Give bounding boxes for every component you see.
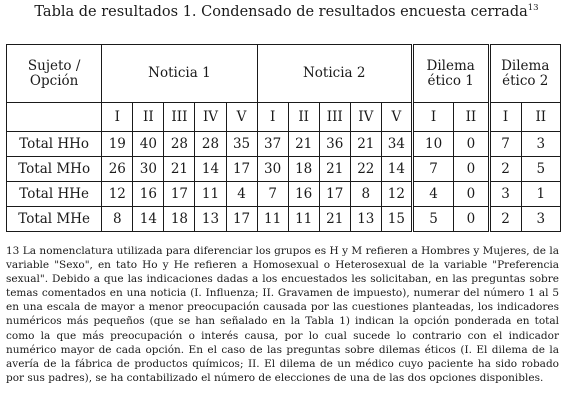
table-cell: 13 (195, 207, 226, 232)
table-cell: 21 (319, 207, 350, 232)
option-number: I (412, 103, 453, 132)
table-cell: 18 (288, 157, 319, 182)
option-number: IV (350, 103, 381, 132)
row-label: Total HHe (7, 182, 102, 207)
table-row (7, 207, 561, 232)
subject-header (7, 45, 102, 103)
group-header-dilema-2 (489, 45, 561, 103)
footnote: 13 La nomenclatura utilizada para diferenciar los grupos es H y M refieren a Hombres y Mujeres, de la variable "Sexo", en tato Ho y He refieren a Homosexual o Heterosexual de la variable "Preferencia sexual". Debido a que las indicaciones dadas a los encuestados les solicitaban, en las preguntas sobre temas comentados en una noticia (I. Influenza; II. Gravamen de impuesto), numerar del número 1 al 5 en una escala de mayor a menor preocupación causada por las cuestiones planteadas, los indicadores numéricos más pequeños (que se han señalado en la Tabla 1) indican la opción ponderada en total como la que más preocupación o interés causa, por lo cual sucede lo contrario con el indicador numérico mayor de cada opción. En el caso de las preguntas sobre dilemas éticos (I. El dilema de la avería de la fábrica de productos químicos; II. El dilema de un médico cuyo paciente ha sido robado por sus padres), se ha contabilizado el número de elecciones de una de las dos opciones disponibles. (6, 245, 559, 384)
table-cell: 5 (412, 207, 453, 232)
table-cell: 5 (521, 157, 560, 182)
table-cell: 0 (454, 132, 489, 157)
option-number: II (133, 103, 164, 132)
option-number: I (102, 103, 133, 132)
option-number: III (319, 103, 350, 132)
table-cell: 16 (288, 182, 319, 207)
table-cell: 17 (164, 182, 195, 207)
table-cell: 22 (350, 157, 381, 182)
table-cell: 37 (257, 132, 288, 157)
footnote-ref: 13 (527, 3, 539, 13)
table-cell: 10 (412, 132, 453, 157)
option-number: II (454, 103, 489, 132)
results-table (6, 44, 561, 232)
table-cell: 30 (133, 157, 164, 182)
table-cell: 16 (133, 182, 164, 207)
table-cell: 0 (454, 182, 489, 207)
group-header-dilema-1 (412, 45, 489, 103)
option-number: V (381, 103, 412, 132)
option-number-row (7, 103, 561, 132)
group-header-noticia-1: Noticia 1 (102, 45, 257, 103)
dilema-2-line2: ético 2 (502, 72, 549, 89)
header-row (7, 45, 561, 103)
table-cell: 4 (226, 182, 257, 207)
table-cell: 21 (319, 157, 350, 182)
subject-header-line1: Sujeto / (27, 57, 81, 74)
table-cell: 7 (489, 132, 521, 157)
table-cell: 0 (454, 157, 489, 182)
option-number: III (164, 103, 195, 132)
row-label: Total MHe (7, 207, 102, 232)
row-label: Total MHo (7, 157, 102, 182)
dilema-1-line2: ético 1 (427, 72, 474, 89)
table-cell: 15 (381, 207, 412, 232)
option-number: II (521, 103, 560, 132)
subject-header-line2: Opción (29, 72, 79, 89)
table-cell: 19 (102, 132, 133, 157)
table-row (7, 157, 561, 182)
table-cell: 8 (350, 182, 381, 207)
row-label: Total HHo (7, 132, 102, 157)
table-cell: 17 (226, 157, 257, 182)
table-cell: 1 (521, 182, 560, 207)
table-cell: 21 (164, 157, 195, 182)
option-number: I (257, 103, 288, 132)
option-number: IV (195, 103, 226, 132)
table-cell: 7 (412, 157, 453, 182)
table-cell: 35 (226, 132, 257, 157)
table-cell: 14 (381, 157, 412, 182)
table-cell: 12 (102, 182, 133, 207)
table-cell: 36 (319, 132, 350, 157)
dilema-2-line1: Dilema (501, 57, 550, 74)
table-cell: 11 (195, 182, 226, 207)
table-title (0, 3, 573, 20)
subject-header-blank (7, 103, 102, 132)
group-header-noticia-2: Noticia 2 (257, 45, 412, 103)
table-cell: 17 (319, 182, 350, 207)
table-cell: 28 (195, 132, 226, 157)
table-cell: 3 (521, 207, 560, 232)
table-cell: 30 (257, 157, 288, 182)
table-cell: 7 (257, 182, 288, 207)
table-row (7, 182, 561, 207)
table-cell: 2 (489, 157, 521, 182)
table-cell: 0 (454, 207, 489, 232)
table-cell: 40 (133, 132, 164, 157)
table-cell: 12 (381, 182, 412, 207)
table-cell: 21 (350, 132, 381, 157)
table-cell: 2 (489, 207, 521, 232)
option-number: I (489, 103, 521, 132)
table-cell: 3 (521, 132, 560, 157)
table-cell: 11 (257, 207, 288, 232)
table-cell: 28 (164, 132, 195, 157)
table-cell: 4 (412, 182, 453, 207)
table-cell: 8 (102, 207, 133, 232)
table-title-text: Tabla de resultados 1. Condensado de resultados encuesta cerrada (34, 3, 528, 20)
dilema-1-line1: Dilema (426, 57, 475, 74)
table-cell: 18 (164, 207, 195, 232)
table-cell: 13 (350, 207, 381, 232)
table-cell: 21 (288, 132, 319, 157)
table-cell: 14 (133, 207, 164, 232)
table-cell: 11 (288, 207, 319, 232)
table-cell: 14 (195, 157, 226, 182)
table-cell: 34 (381, 132, 412, 157)
table-cell: 3 (489, 182, 521, 207)
table-row (7, 132, 561, 157)
table-cell: 17 (226, 207, 257, 232)
option-number: V (226, 103, 257, 132)
table-cell: 26 (102, 157, 133, 182)
option-number: II (288, 103, 319, 132)
